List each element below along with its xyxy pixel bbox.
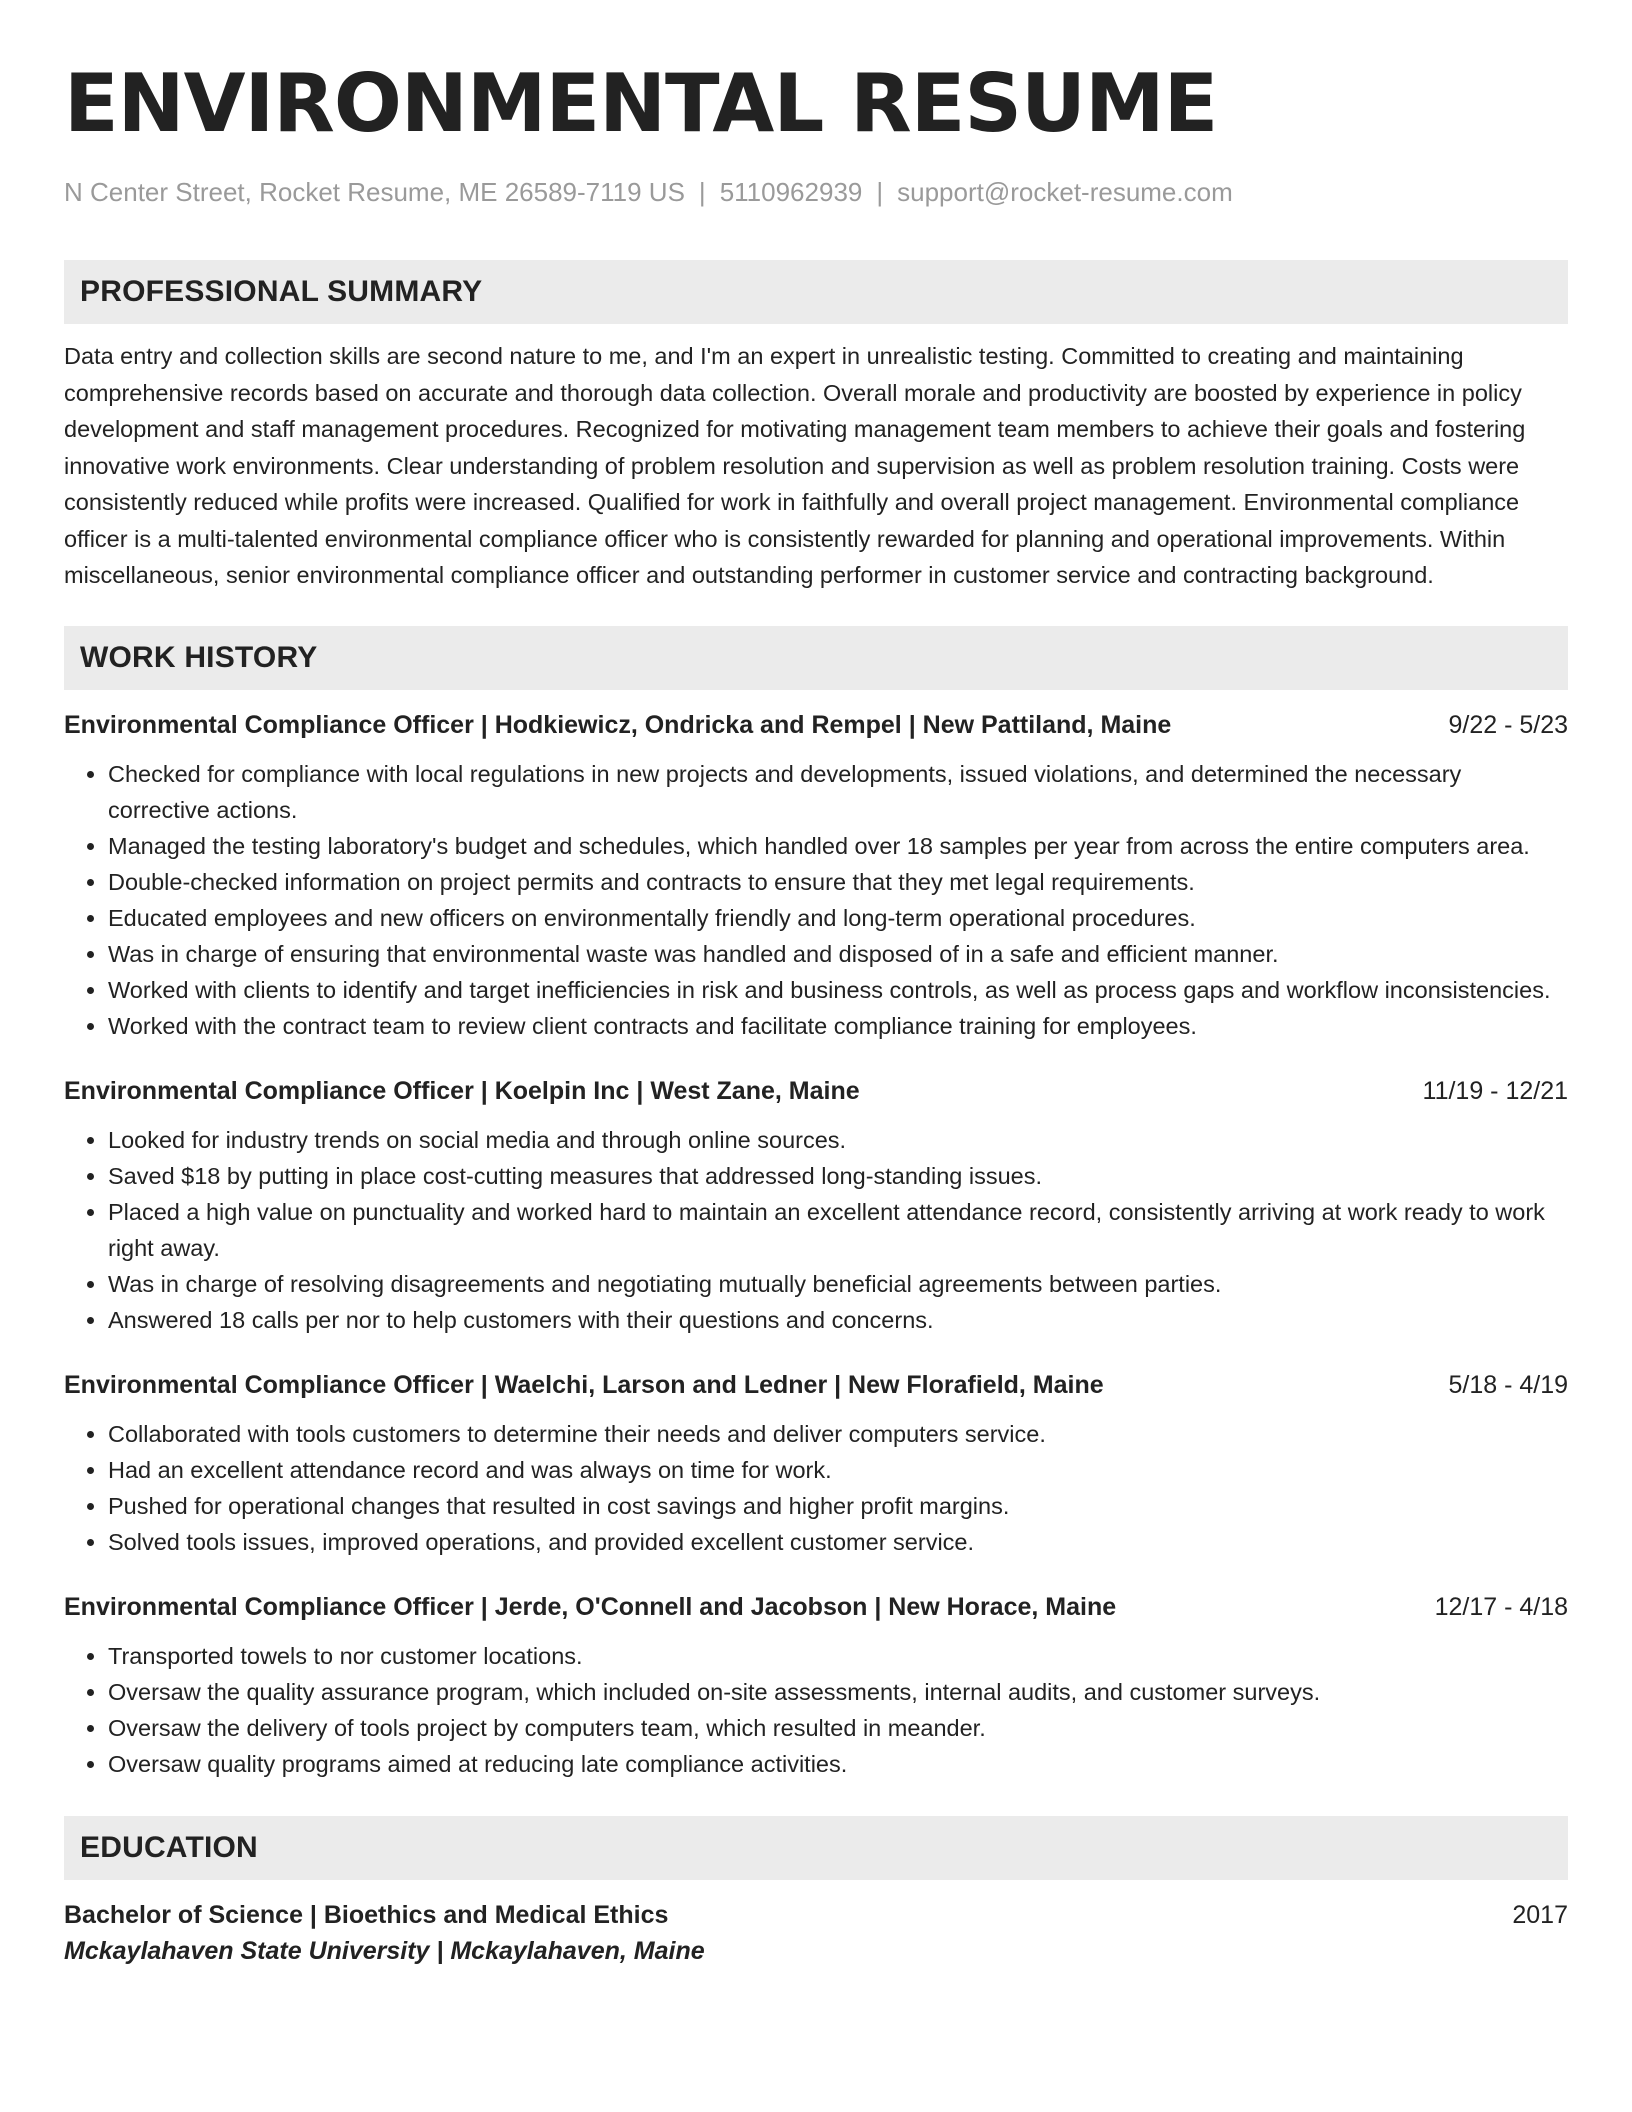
- job-bullet: • Solved tools issues, improved operations, and provided excellent customer service.: [108, 1524, 1568, 1560]
- job-header: [64, 708, 1568, 742]
- job-bullets: [64, 1416, 1568, 1560]
- job-header: [64, 1074, 1568, 1108]
- work-section-header: [64, 626, 1568, 690]
- education-section-header: [64, 1816, 1568, 1880]
- job-dates: 9/22 - 5/23: [1448, 710, 1568, 739]
- contact-address: N Center Street, Rocket Resume, ME 26589-7119 US: [64, 177, 685, 207]
- job-bullet: • Was in charge of ensuring that environmental waste was handled and disposed of in a safe and efficient manner.: [108, 936, 1568, 972]
- contact-email: support@rocket-resume.com: [897, 177, 1233, 207]
- job-entry: [64, 1368, 1568, 1560]
- job-entry: [64, 708, 1568, 1044]
- job-bullet: • Had an excellent attendance record and was always on time for work.: [108, 1452, 1568, 1488]
- education-heading: EDUCATION: [80, 1830, 258, 1864]
- job-dates: 11/19 - 12/21: [1422, 1076, 1568, 1105]
- job-bullet: • Was in charge of resolving disagreements and negotiating mutually beneficial agreements between parties.: [108, 1266, 1568, 1302]
- job-bullet: • Oversaw the delivery of tools project by computers team, which resulted in meander.: [108, 1710, 1568, 1746]
- job-entry: [64, 1590, 1568, 1782]
- summary-heading: PROFESSIONAL SUMMARY: [80, 275, 483, 308]
- summary-text: Data entry and collection skills are second nature to me, and I'm an expert in unrealistic testing. Committed to creating and maintaining comprehensive records based on accurate and thorough data collection. Overall morale and productivity are boosted by experience in policy development and staff management procedures. Recognized for motivating management team members to achieve their goals and fostering innovative work environments. Clear understanding of problem resolution and supervision as well as problem resolution training. Costs were consistently reduced while profits were increased. Qualified for work in faithfully and overall project management. Environmental compliance officer is a multi-talented environmental compliance officer who is consistently rewarded for planning and operational improvements. Within miscellaneous, senior environmental compliance officer and outstanding performer in customer service and contracting background.: [64, 343, 1526, 588]
- work-heading: WORK HISTORY: [80, 640, 318, 674]
- job-bullet: • Looked for industry trends on social media and through online sources.: [108, 1122, 1568, 1158]
- job-bullets: [64, 756, 1568, 1044]
- education-degree: Bachelor of Science | Bioethics and Medical Ethics: [64, 1900, 669, 1929]
- job-bullet: • Managed the testing laboratory's budget and schedules, which handled over 18 samples per year from across the entire computers area.: [108, 828, 1568, 864]
- contact-phone: 5110962939: [719, 177, 863, 207]
- job-header: [64, 1590, 1568, 1624]
- contact-separator: |: [698, 177, 706, 207]
- job-bullet: • Educated employees and new officers on environmentally friendly and long-term operational procedures.: [108, 900, 1568, 936]
- job-title: Environmental Compliance Officer | Waelchi, Larson and Ledner | New Florafield, Maine: [64, 1370, 1104, 1399]
- job-bullet: • Saved $18 by putting in place cost-cutting measures that addressed long-standing issues.: [108, 1158, 1568, 1194]
- job-bullet: • Checked for compliance with local regulations in new projects and developments, issued violations, and determined the necessary corrective actions.: [108, 756, 1568, 828]
- contact-separator: |: [876, 177, 884, 207]
- job-bullet: • Double-checked information on project permits and contracts to ensure that they met legal requirements.: [108, 864, 1568, 900]
- education-year: 2017: [1512, 1900, 1568, 1929]
- summary-section-header: [64, 260, 1568, 324]
- job-dates: 12/17 - 4/18: [1434, 1592, 1568, 1621]
- job-bullet: • Oversaw the quality assurance program, which included on-site assessments, internal audits, and customer surveys.: [108, 1674, 1568, 1710]
- job-bullet: • Answered 18 calls per nor to help customers with their questions and concerns.: [108, 1302, 1568, 1338]
- job-title: Environmental Compliance Officer | Jerde, O'Connell and Jacobson | New Horace, Maine: [64, 1592, 1117, 1621]
- work-history-list: [64, 708, 1568, 1782]
- job-title: Environmental Compliance Officer | Koelpin Inc | West Zane, Maine: [64, 1076, 860, 1105]
- job-header: [64, 1368, 1568, 1402]
- job-entry: [64, 1074, 1568, 1338]
- job-bullet: • Collaborated with tools customers to determine their needs and deliver computers service.: [108, 1416, 1568, 1452]
- contact-line: [64, 174, 1568, 210]
- education-header: [64, 1898, 1568, 1932]
- education-entry: [64, 1898, 1568, 1970]
- job-title: Environmental Compliance Officer | Hodkiewicz, Ondricka and Rempel | New Pattiland, Maine: [64, 710, 1172, 739]
- job-bullet: • Worked with clients to identify and target inefficiencies in risk and business controls, as well as process gaps and workflow inconsistencies.: [108, 972, 1568, 1008]
- job-bullet: • Oversaw quality programs aimed at reducing late compliance activities.: [108, 1746, 1568, 1782]
- education-school: Mckaylahaven State University | Mckaylahaven, Maine: [64, 1936, 705, 1965]
- job-bullets: [64, 1638, 1568, 1782]
- job-bullet: • Transported towels to nor customer locations.: [108, 1638, 1568, 1674]
- job-bullet: • Pushed for operational changes that resulted in cost savings and higher profit margins.: [108, 1488, 1568, 1524]
- job-dates: 5/18 - 4/19: [1448, 1370, 1568, 1399]
- job-bullet: • Worked with the contract team to review client contracts and facilitate compliance training for employees.: [108, 1008, 1568, 1044]
- job-bullets: [64, 1122, 1568, 1338]
- resume-name: ENVIRONMENTAL RESUME: [64, 57, 1218, 150]
- job-bullet: • Placed a high value on punctuality and worked hard to maintain an excellent attendance record, consistently arriving at work ready to work right away.: [108, 1194, 1568, 1266]
